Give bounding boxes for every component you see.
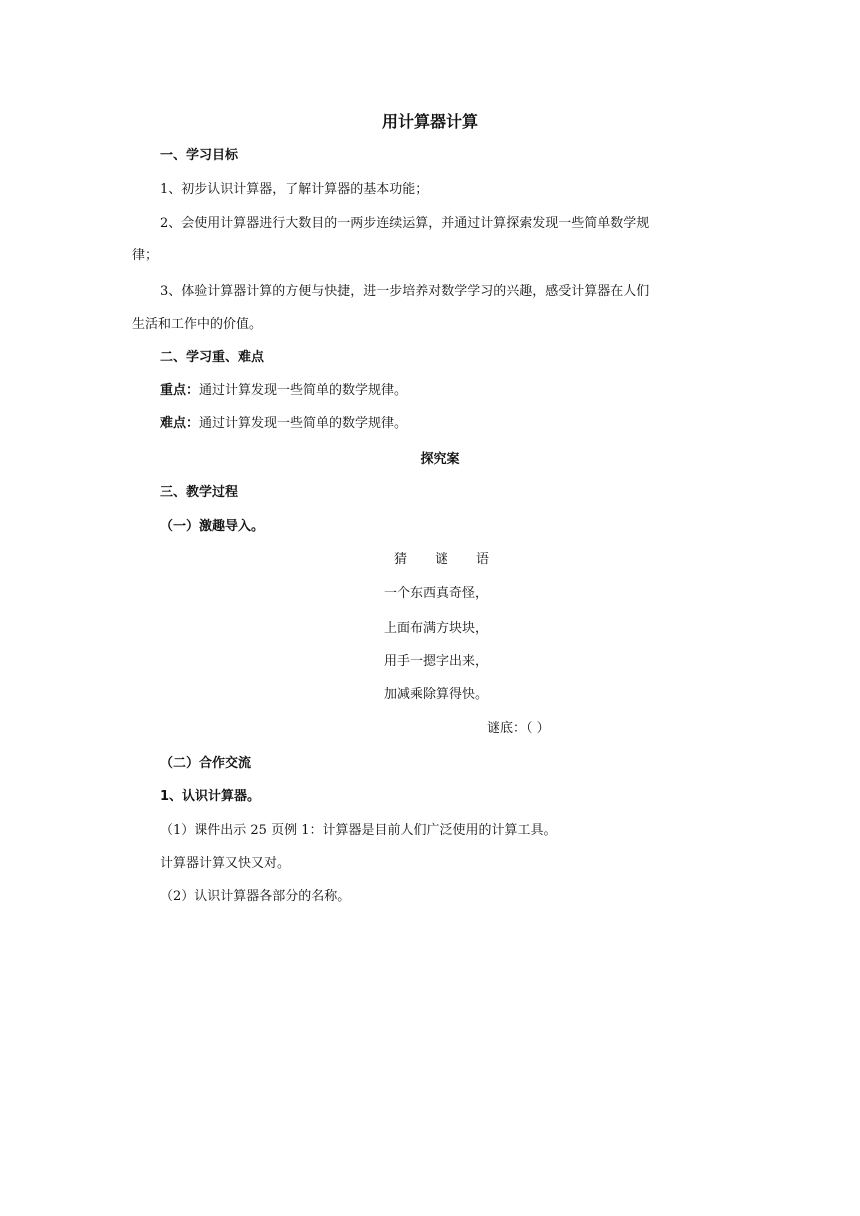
riddle-answer: 谜底：（ ） bbox=[487, 721, 550, 736]
difficult-point-text: 通过计算发现一些简单的数学规律。 bbox=[199, 416, 408, 431]
item-1-line-2: 计算器计算又快又对。 bbox=[160, 856, 291, 871]
difficult-point-label: 难点： bbox=[160, 416, 200, 431]
riddle-title bbox=[380, 551, 503, 569]
inquiry-heading: 探究案 bbox=[420, 452, 460, 467]
key-point bbox=[160, 382, 407, 400]
riddle-title-char: 谜 bbox=[435, 552, 449, 567]
cooperate-heading: （二）合作交流 bbox=[160, 756, 252, 771]
goal-2-line-2: 律； bbox=[132, 248, 159, 263]
riddle-title-char: 语 bbox=[476, 552, 490, 567]
item-1-line-1: （1）课件出示 25 页例 1：计算器是目前人们广泛使用的计算工具。 bbox=[160, 823, 557, 838]
know-calculator-heading: 1、认识计算器。 bbox=[160, 789, 261, 804]
page-title: 用计算器计算 bbox=[381, 112, 478, 131]
key-point-label: 重点： bbox=[160, 383, 200, 398]
process-heading: 三、教学过程 bbox=[160, 485, 239, 500]
item-2: （2）认识计算器各部分的名称。 bbox=[160, 889, 351, 904]
keypoints-heading: 二、学习重、难点 bbox=[160, 350, 265, 365]
riddle-line-3: 用手一摁字出来， bbox=[384, 654, 489, 669]
intro-heading: （一）激趣导入。 bbox=[160, 519, 265, 534]
riddle-line-1: 一个东西真奇怪， bbox=[384, 586, 489, 601]
goal-3-line-1: 3、体验计算器计算的方便与快捷，进一步培养对数学学习的兴趣，感受计算器在人们 bbox=[160, 284, 650, 299]
goal-1: 1、初步认识计算器，了解计算器的基本功能； bbox=[160, 182, 429, 197]
key-point-text: 通过计算发现一些简单的数学规律。 bbox=[199, 383, 408, 398]
goal-2-line-1: 2、会使用计算器进行大数目的一两步连续运算，并通过计算探索发现一些简单数学规 bbox=[160, 216, 650, 231]
riddle-line-4: 加减乘除算得快。 bbox=[384, 687, 489, 702]
goals-heading: 一、学习目标 bbox=[160, 148, 239, 163]
riddle-title-char: 猜 bbox=[394, 552, 408, 567]
goal-3-line-2: 生活和工作中的价值。 bbox=[132, 317, 263, 332]
difficult-point bbox=[160, 415, 407, 433]
riddle-line-2: 上面布满方块块， bbox=[384, 621, 489, 636]
